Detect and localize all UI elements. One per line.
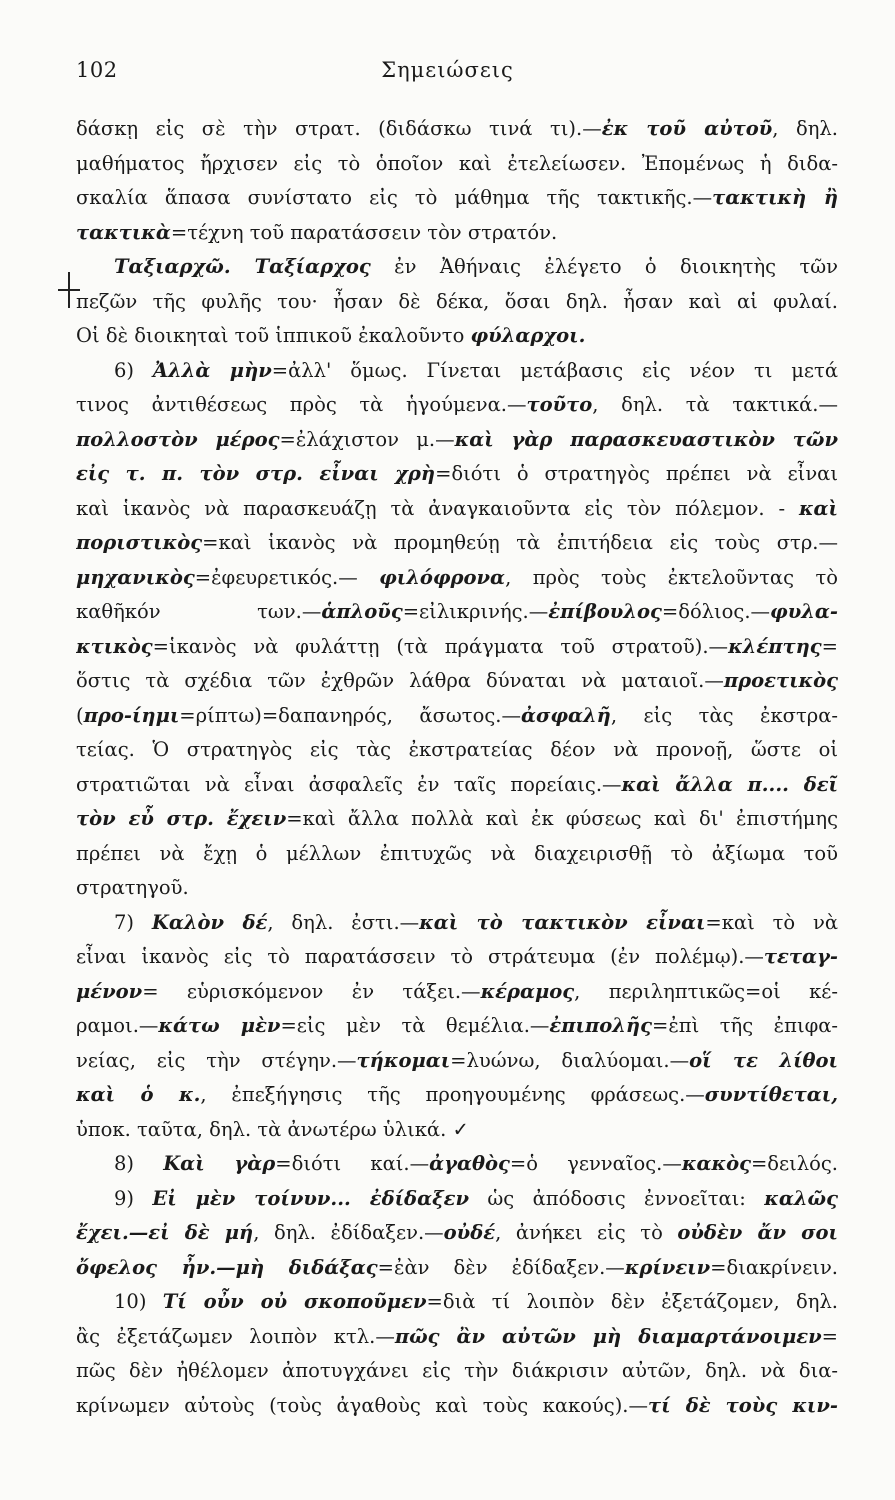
page-header xyxy=(0,58,895,88)
lemma-text: καὶ ὁ κ. xyxy=(76,1083,201,1106)
text-line xyxy=(76,1182,838,1217)
text-line xyxy=(76,940,838,975)
lemma-text: κάτω μὲν xyxy=(158,1014,281,1037)
lemma-text: φιλόφρονα xyxy=(379,565,506,589)
text-line xyxy=(76,250,838,285)
notes-body xyxy=(76,112,838,1423)
lemma-text: εἰς τ. π. τὸν στρ. εἶναι χρὴ xyxy=(76,462,436,485)
lemma-text: ἁπλοῦς xyxy=(321,600,403,623)
gloss-text: = εὑρισκόμενον ἐν τάξει.— xyxy=(142,979,481,1003)
lemma-text: μένον xyxy=(76,979,143,1003)
lemma-text: ἀσφαλῆ xyxy=(520,703,611,727)
gloss-text: =ρίπτω)=δαπανηρός, ἄσωτος.— xyxy=(179,703,521,727)
gloss-text: =λυώνω, διαλύομαι.— xyxy=(450,1048,690,1072)
gloss-text: νείας, εἰς τὴν στέγην.— xyxy=(76,1048,357,1072)
text-line xyxy=(76,492,838,527)
gloss-text: =διότι ὁ στρατηγὸς πρέπει νὰ εἶναι xyxy=(435,462,838,485)
lemma-text: Καὶ γὰρ xyxy=(163,1152,276,1175)
text-line xyxy=(76,699,838,734)
text-line xyxy=(76,802,838,837)
lemma-text: καὶ γὰρ παρασκευαστικὸν τῶν xyxy=(454,427,838,451)
lemma-text: Καλὸν δέ xyxy=(151,910,268,934)
text-line xyxy=(76,457,838,492)
text-line xyxy=(76,837,838,872)
lemma-text: καλῶς xyxy=(764,1186,838,1210)
lemma-text: ἐκ τοῦ αὐτοῦ xyxy=(601,117,773,140)
lemma-text: μηχανικὸς xyxy=(76,565,195,589)
text-line xyxy=(76,1113,838,1148)
gloss-text: =καὶ ἱκανὸς νὰ προμηθεύῃ τὰ ἐπιτήδεια εἰς τοὺς στρ.— xyxy=(202,531,838,554)
gloss-text: πῶς δὲν ἠθέλομεν ἀποτυγχάνει εἰς τὴν διάκρισιν αὐτῶν, δηλ. νὰ δια- xyxy=(76,1359,838,1382)
gloss-text: κρίνωμεν αὐτοὺς (τοὺς ἀγαθοὺς καὶ τοὺς κακούς).— xyxy=(76,1393,649,1417)
gloss-text: =δόλιος.— xyxy=(661,600,771,623)
gloss-text: =διότι καί.— xyxy=(275,1152,430,1175)
gloss-text: , δηλ. ἐδίδαξεν.— xyxy=(253,1221,444,1244)
gloss-text: =καὶ ἄλλα πολλὰ καὶ ἐκ φύσεως καὶ δι' ἐπιστήμης xyxy=(286,807,838,830)
gloss-text: εἶναι ἱκανὸς εἰς τὸ παρατάσσειν τὸ στράτευμα (ἐν πολέμῳ).— xyxy=(76,945,764,968)
lemma-text: Εἰ μὲν τοίνυν... ἐδίδαξεν xyxy=(152,1186,470,1210)
lemma-text: τακτικὰ xyxy=(76,220,171,244)
lemma-text: ἀγαθὸς xyxy=(429,1152,510,1175)
text-line xyxy=(76,561,838,596)
text-line xyxy=(76,181,838,216)
lemma-text: προετικὸς xyxy=(723,669,838,692)
gloss-text: =ἐπὶ τῆς ἐπιφα- xyxy=(652,1014,838,1037)
lemma-text: κτικὸς xyxy=(76,634,153,658)
text-line xyxy=(76,975,838,1010)
text-line xyxy=(76,768,838,803)
gloss-text: ἂς ἐξετάζωμεν λοιπὸν κτλ.— xyxy=(76,1324,395,1348)
lemma-text: κρίνειν xyxy=(624,1255,711,1279)
lemma-text: κέραμος xyxy=(480,979,575,1003)
gloss-text: =ἱκανὸς νὰ φυλάττῃ (τὰ πράγματα τοῦ στρατοῦ).— xyxy=(152,634,729,658)
lemma-text: κακὸς xyxy=(681,1152,751,1175)
gloss-text: =ἐφευρετικός.— xyxy=(194,565,380,589)
gloss-text: , περιληπτικῶς=οἱ κέ- xyxy=(574,979,838,1003)
gloss-text: Οἱ δὲ διοικηταὶ τοῦ ἱππικοῦ ἐκαλοῦντο xyxy=(76,324,471,347)
gloss-text: ( xyxy=(76,703,84,727)
text-line xyxy=(76,526,838,561)
gloss-text: , δηλ. xyxy=(772,117,838,140)
text-line xyxy=(76,216,838,251)
gloss-text: , εἰς τὰς ἐκστρα- xyxy=(610,703,838,727)
lemma-text: τήκομαι xyxy=(356,1048,451,1072)
lemma-text: πῶς ἂν αὐτῶν μὴ διαμαρτάνοιμεν xyxy=(394,1324,822,1348)
gloss-text: =ἐλάχιστον μ.— xyxy=(279,427,455,451)
gloss-text: ὡς ἀπόδοσις ἐννοεῖται: xyxy=(469,1186,765,1210)
gloss-text: πρέπει νὰ ἔχῃ ὁ μέλλων ἐπιτυχῶς νὰ διαχειρισθῇ τὸ ἀξίωμα τοῦ xyxy=(76,841,838,865)
text-line xyxy=(76,388,838,423)
lemma-text: ὄφελος ἦν.—μὴ διδάξας xyxy=(76,1255,378,1279)
lemma-text: πολλοστὸν μέρος xyxy=(76,427,280,451)
lemma-text: προ-ίημι xyxy=(83,703,180,727)
lemma-text: ἐπιπολῆς xyxy=(549,1014,652,1037)
lemma-text: τακτικὴ ἢ xyxy=(712,186,838,209)
gloss-text: =καὶ τὸ νὰ xyxy=(705,910,838,934)
text-line xyxy=(76,1216,838,1251)
lemma-text: Τί οὖν οὐ σκοποῦμεν xyxy=(162,1290,427,1313)
gloss-text: = xyxy=(821,634,838,658)
text-line xyxy=(76,1389,838,1424)
page-number: 102 xyxy=(76,58,118,82)
running-title: Σημειώσεις xyxy=(381,58,514,82)
lemma-text: τὸν εὖ στρ. ἔχειν xyxy=(76,807,287,830)
text-line xyxy=(76,733,838,768)
gloss-text: =τέχνη τοῦ παρατάσσειν τὸν στρατόν. xyxy=(170,220,558,244)
gloss-text: σκαλία ἅπασα συνίστατο εἰς τὸ μάθημα τῆς τακτικῆς.— xyxy=(76,186,713,209)
gloss-text: καὶ ἱκανὸς νὰ παρασκευάζῃ τὰ ἀναγκαιοῦντα εἰς τὸν πόλεμον. - xyxy=(76,496,799,520)
gloss-text: τείας. Ὁ στρατηγὸς εἰς τὰς ἐκστρατείας δέον νὰ προνοῇ, ὥστε οἱ xyxy=(76,738,838,761)
text-line xyxy=(76,664,838,699)
text-line xyxy=(76,354,838,389)
lemma-text: καὶ xyxy=(798,496,838,520)
gloss-text: 7) xyxy=(114,910,152,934)
text-line xyxy=(76,630,838,665)
lemma-text: ποριστικὸς xyxy=(76,531,203,554)
gloss-text: 8) xyxy=(114,1152,164,1175)
text-line xyxy=(76,1078,838,1113)
lemma-text: τεταγ- xyxy=(763,945,838,968)
gloss-text: =εἰς μὲν τὰ θεμέλια.— xyxy=(280,1014,550,1037)
gloss-text: πεζῶν τῆς φυλῆς του· ἦσαν δὲ δέκα, ὅσαι δηλ. ἦσαν καὶ αἱ φυλαί. xyxy=(76,289,838,313)
text-line xyxy=(76,1251,838,1286)
gloss-text: , ἐπεξήγησις τῆς προηγουμένης φράσεως.— xyxy=(200,1083,705,1106)
gloss-text: =ἀλλ' ὅμως. Γίνεται μετάβασις εἰς νέον τι μετά xyxy=(271,358,838,382)
lemma-text: φύλαρχοι. xyxy=(470,324,586,347)
gloss-text: =ὁ γενναῖος.— xyxy=(509,1152,682,1175)
lemma-text: ἐπίβουλος xyxy=(548,600,662,623)
gloss-text: =δειλός. xyxy=(750,1152,838,1175)
gloss-text: 10) xyxy=(114,1290,163,1313)
gloss-text: =ἐὰν δὲν ἐδίδαξεν.— xyxy=(377,1255,625,1279)
gloss-text: ραμοι.— xyxy=(76,1014,159,1037)
lemma-text: κλέπτης xyxy=(728,634,822,658)
gloss-text: 9) xyxy=(114,1186,153,1210)
lemma-text: φυλα- xyxy=(770,600,838,623)
gloss-text: ὅστις τὰ σχέδια τῶν ἐχθρῶν λάθρα δύναται νὰ ματαιοῖ.— xyxy=(76,669,724,692)
gloss-text: , δηλ. τὰ τακτικά.— xyxy=(592,393,838,416)
gloss-text: , ἀνήκει εἰς τὸ xyxy=(495,1221,678,1244)
lemma-text: καὶ ἄλλα π.... δεῖ xyxy=(621,772,838,796)
gloss-text: =διακρίνειν. xyxy=(710,1255,838,1279)
text-line xyxy=(76,1009,838,1044)
text-line xyxy=(76,1354,838,1389)
gloss-text: στρατηγοῦ. xyxy=(76,876,189,899)
text-line xyxy=(76,1147,838,1182)
lemma-text: τοῦτο xyxy=(526,393,593,416)
gloss-text: , πρὸς τοὺς ἐκτελοῦντας τὸ xyxy=(505,565,838,589)
gloss-text: ἐν Ἀθήναις ἐλέγετο ὁ διοικητὴς τῶν xyxy=(370,255,838,278)
lemma-text: ἔχει.—εἰ δὲ μή xyxy=(76,1221,254,1244)
gloss-text: , δηλ. ἐστι.— xyxy=(267,910,420,934)
gloss-text: ὑποκ. ταῦτα, δηλ. τὰ ἀνωτέρω ὑλικά. ✓ xyxy=(76,1117,469,1141)
gloss-text: καθῆκόν των.— xyxy=(76,600,322,623)
text-line xyxy=(76,112,838,147)
text-line xyxy=(76,147,838,182)
text-line xyxy=(76,871,838,906)
text-line xyxy=(76,285,838,320)
text-line xyxy=(76,906,838,941)
lemma-text: τί δὲ τοὺς κιν- xyxy=(648,1393,838,1417)
lemma-text: οἵ τε λίθοι xyxy=(689,1048,838,1072)
gloss-text: μαθήματος ἤρχισεν εἰς τὸ ὁποῖον καὶ ἐτελείωσεν. Ἐπομένως ἡ διδα- xyxy=(76,151,838,175)
lemma-text: καὶ τὸ τακτικὸν εἶναι xyxy=(419,910,706,934)
gloss-text: 6) xyxy=(114,358,153,382)
gloss-text: =εἰλικρινής.— xyxy=(402,600,549,623)
gloss-text: =διὰ τί λοιπὸν δὲν ἐξετάζομεν, δηλ. xyxy=(426,1290,838,1313)
lemma-text: Ταξιαρχῶ. Ταξίαρχος xyxy=(114,255,371,278)
gloss-text: τινος ἀντιθέσεως πρὸς τὰ ἡγούμενα.— xyxy=(76,393,527,416)
gloss-text: δάσκῃ εἰς σὲ τὴν στρατ. (διδάσκω τινά τι).— xyxy=(76,117,602,140)
text-line xyxy=(76,1044,838,1079)
gloss-text: = xyxy=(821,1324,838,1348)
lemma-text: συντίθεται, xyxy=(704,1083,838,1106)
lemma-text: οὐδὲν ἄν σοι xyxy=(677,1221,838,1244)
text-line xyxy=(76,595,838,630)
text-line xyxy=(76,423,838,458)
lemma-text: οὐδέ xyxy=(443,1221,496,1244)
text-line xyxy=(76,319,838,354)
lemma-text: Ἀλλὰ μὴν xyxy=(152,358,272,382)
text-line xyxy=(76,1285,838,1320)
gloss-text: στρατιῶται νὰ εἶναι ἀσφαλεῖς ἐν ταῖς πορείαις.— xyxy=(76,772,622,796)
text-line xyxy=(76,1320,838,1355)
